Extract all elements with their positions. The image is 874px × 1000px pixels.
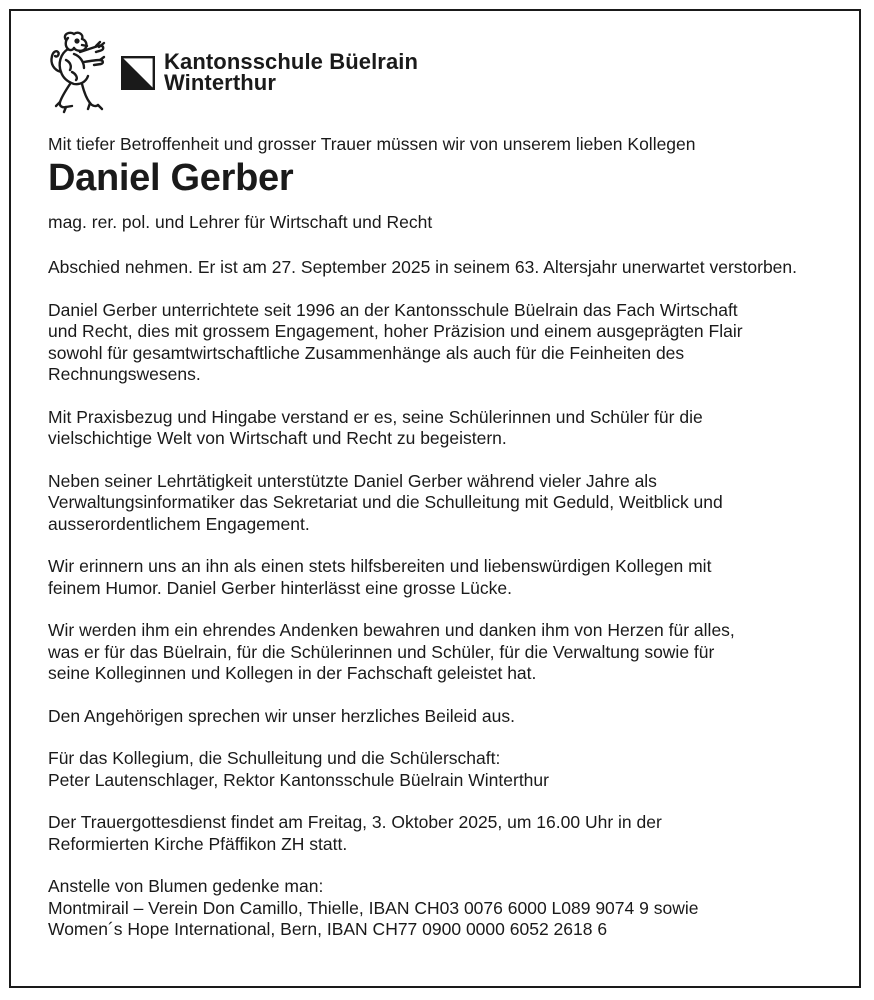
paragraph-signature: Für das Kollegium, die Schulleitung und die Schülerschaft: Peter Lautenschlager, Rektor Kantonsschule Büelrain Winterthur [48,748,549,790]
lion-crest-icon [46,30,112,116]
intro-text: Mit tiefer Betroffenheit und grosser Trauer müssen wir von unserem lieben Kollegen [48,134,696,154]
paragraph-memory: Wir erinnern uns an ihn als einen stets hilfsbereiten und liebenswürdigen Kollegen mit feinem Humor. Daniel Gerber hinterlässt eine grosse Lücke. [48,556,712,598]
paragraph-teaching: Mit Praxisbezug und Hingabe verstand er es, seine Schülerinnen und Schüler für die vielschichtige Welt von Wirtschaft und Recht zu begeistern. [48,406,703,448]
paragraph-farewell: Abschied nehmen. Er ist am 27. September 2025 in seinem 63. Altersjahr unerwartet verstorben. [48,257,798,277]
school-logo-text [164,51,418,93]
paragraph-administration: Neben seiner Lehrtätigkeit unterstützte Daniel Gerber während vieler Jahre als Verwaltungsinformatiker das Sekretariat und die Schulleitung mit Geduld, Weitblick und ausserordentlichem Engagement. [48,470,723,534]
paragraph-condolences: Den Angehörigen sprechen wir unser herzliches Beileid aus. [48,705,515,726]
school-city: Winterthur [164,70,277,95]
paragraph-career: Daniel Gerber unterrichtete seit 1996 an der Kantonsschule Büelrain das Fach Wirtschaft und Recht, dies mit grossem Engagement, hoher Präzision und einem ausgeprägten Flair sowohl für gesamtwirtschaftliche Zusammenhänge als auch für die Feinheiten des Rechnungswesens. [48,299,743,384]
diagonal-square-logo-icon [121,56,155,90]
paragraph-gratitude: Wir werden ihm ein ehrendes Andenken bewahren und danken ihm von Herzen für alles, was er für das Büelrain, für die Schülerinnen und Schüler, für die Verwaltung sowie für seine Kolleginnen und Kollegen in der Fachschaft geleistet hat. [48,620,735,683]
school-name: Kantonsschule Büelrain [164,49,419,74]
obituary-body [48,134,838,941]
deceased-title: mag. rer. pol. und Lehrer für Wirtschaft und Recht [48,211,433,232]
paragraph-donations: Anstelle von Blumen gedenke man: Montmirail – Verein Don Camillo, Thielle, IBAN CH03 0076 6000 L089 9074 9 sowie Women´s Hope International, Bern, IBAN CH77 0900 0000 6052 2618 6 [48,876,699,939]
deceased-name: Daniel Gerber [48,156,294,199]
paragraph-service: Der Trauergottesdienst findet am Freitag, 3. Oktober 2025, um 16.00 Uhr in der Reformierten Kirche Pfäffikon ZH statt. [48,812,662,854]
